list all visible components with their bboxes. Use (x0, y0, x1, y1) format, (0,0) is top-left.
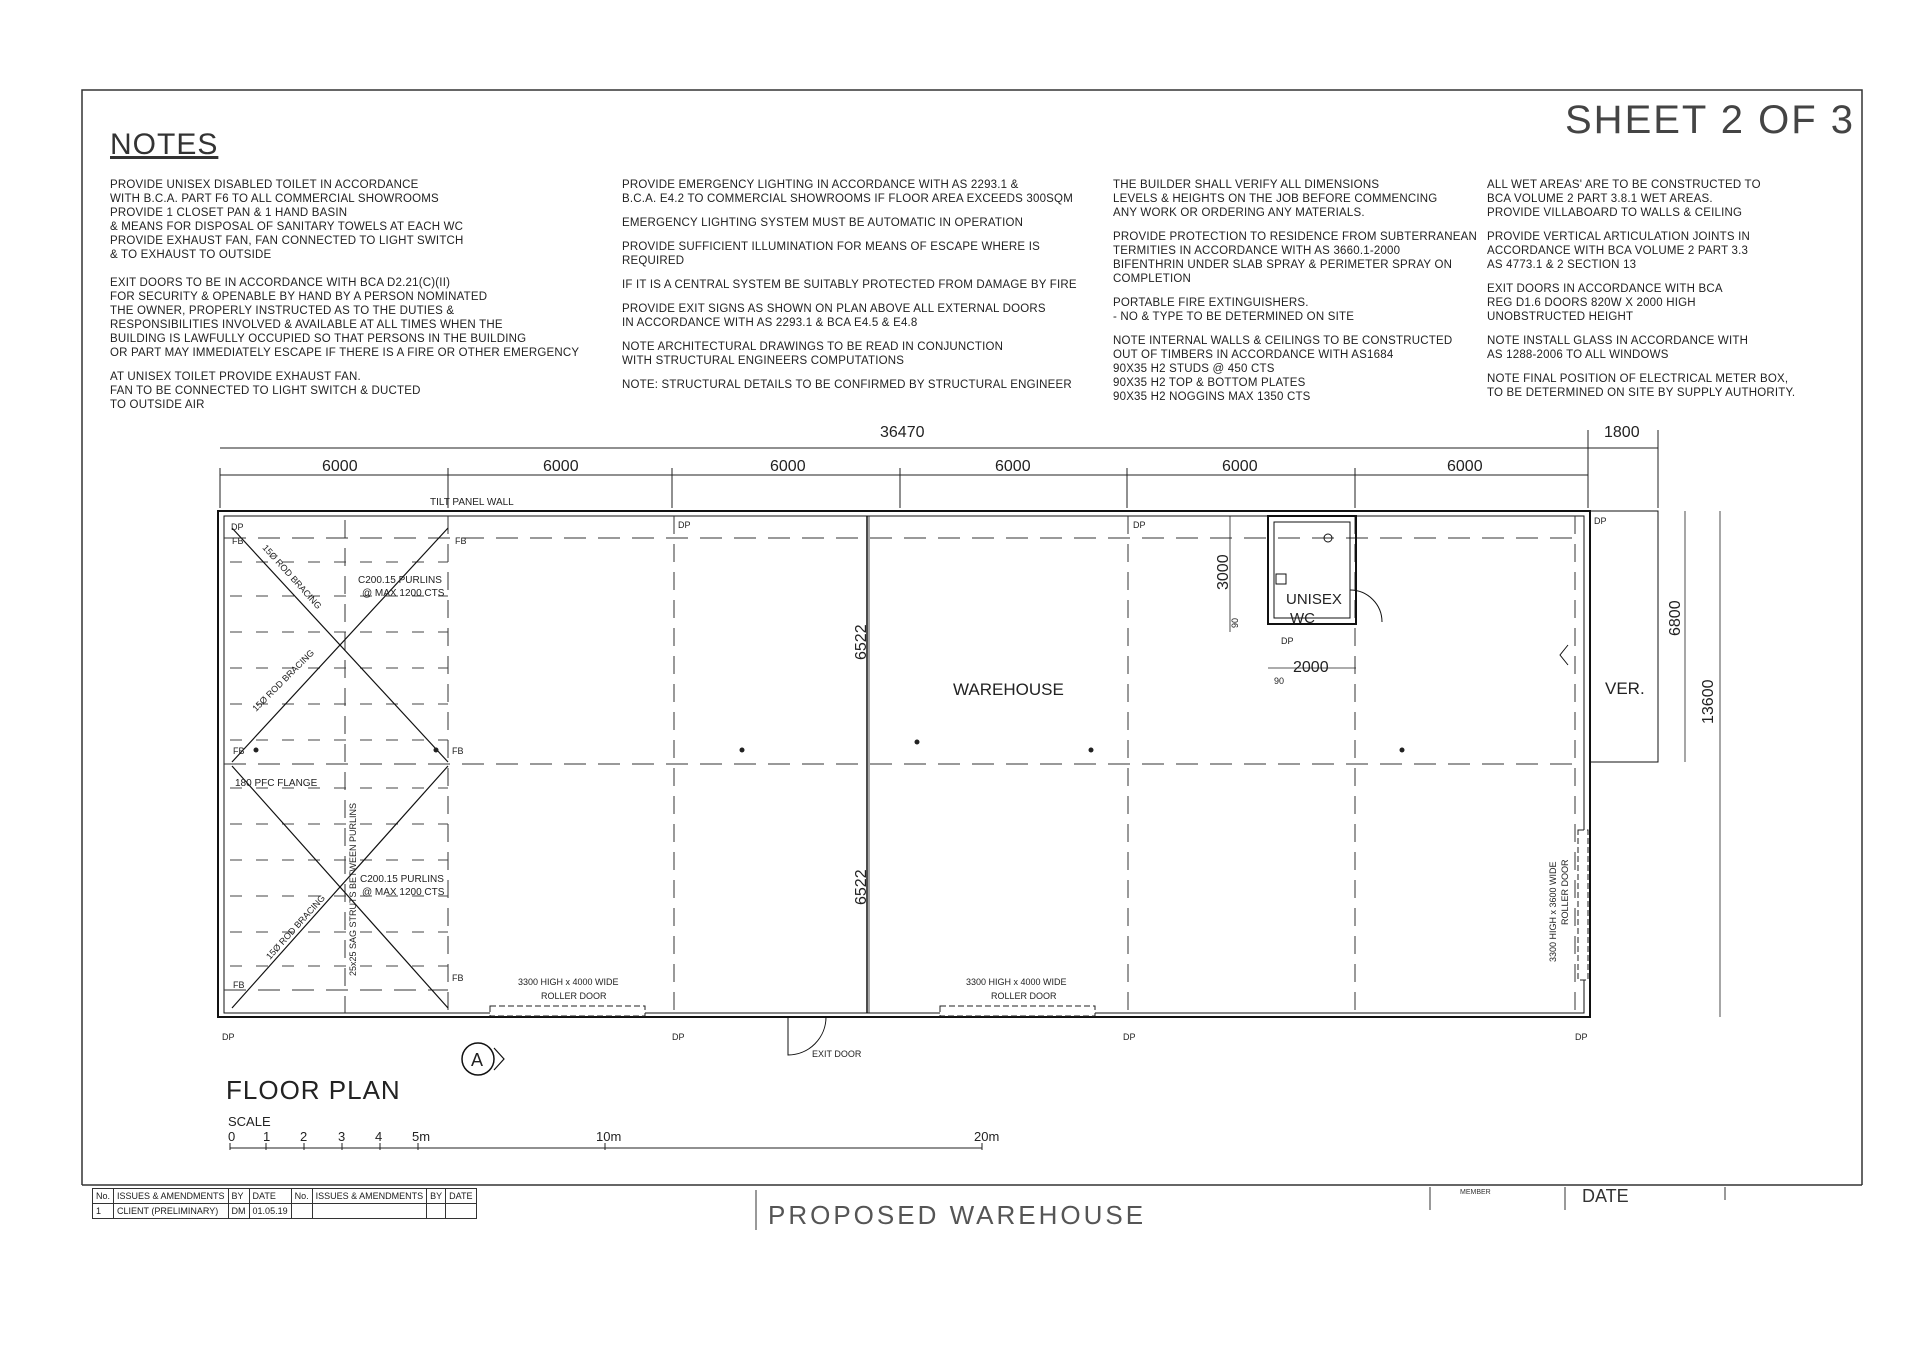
scale-label: SCALE (228, 1114, 271, 1129)
roller-door (490, 1006, 645, 1016)
bay-dimension: 6000 (770, 458, 806, 475)
wc-depth-dimension: 3000 (1215, 554, 1232, 590)
note: PROVIDE VERTICAL ARTICULATION JOINTS IN ACCORDANCE WITH BCA VOLUME 2 PART 3.3 AS 4773.1 & 2 SECTION 13 (1487, 231, 1750, 271)
fb-label: FB (233, 746, 245, 756)
roller-door (940, 1006, 1095, 1016)
purlins-spacing-label: @ MAX 1200 CTS (362, 588, 445, 599)
project-title: PROPOSED WAREHOUSE (768, 1200, 1147, 1230)
table-header: No. (291, 1189, 312, 1204)
bay-dimension: 6000 (1447, 458, 1483, 475)
dp-label: DP (1575, 1032, 1588, 1042)
wc-small-dimension: 90 (1274, 676, 1285, 686)
note: EXIT DOORS TO BE IN ACCORDANCE WITH BCA D2.21(C)(II) FOR SECURITY & OPENABLE BY HAND BY A PERSON NOMINATED THE OWNER, PROPERLY INSTRUCTED AS TO THE DUTIES & RESPONSIBILITIES INVOLVED & AVAILABLE AT ALL TIMES WHEN THE BUILDING IS LAWFULLY OCCUPIED SO THAT PERSONS IN THE BUILDING OR PART MAY IMMEDIATELY ESCAPE IF THERE IS A FIRE OR OTHER EMERGENCY (110, 277, 580, 359)
dp-label: DP (1123, 1032, 1136, 1042)
roller-door-size: 3300 HIGH x 4000 WIDE (518, 977, 619, 987)
table-cell (291, 1204, 312, 1219)
fb-label: FB (452, 746, 464, 756)
side-roller-door-size: 3300 HIGH x 3600 WIDE (1548, 861, 1558, 962)
wc-width-dimension: 2000 (1293, 659, 1329, 676)
note: EMERGENCY LIGHTING SYSTEM MUST BE AUTOMATIC IN OPERATION (622, 217, 1024, 229)
bay-height-dimension: 6522 (853, 624, 870, 660)
wc-basin (1276, 574, 1286, 584)
column-marker (254, 748, 259, 753)
roller-door (1578, 830, 1588, 980)
note: PROVIDE EMERGENCY LIGHTING IN ACCORDANCE WITH AS 2293.1 & B.C.A. E4.2 TO COMMERCIAL SHOWROOMS IF FLOOR AREA EXCEEDS 300SQM (622, 179, 1073, 205)
rod-bracing-label: 15Ø ROD BRACING (260, 542, 324, 612)
column-marker (434, 748, 439, 753)
rod-bracing-label: 15Ø ROD BRACING (264, 892, 328, 962)
side-roller-door-label: ROLLER DOOR (1560, 859, 1570, 925)
veranda-label: VER. (1605, 679, 1645, 698)
fb-label: FB (452, 973, 464, 983)
bay-dimension: 6000 (543, 458, 579, 475)
scale-tick-label: 1 (263, 1129, 271, 1144)
dp-label: DP (1594, 516, 1607, 526)
veranda-door (1560, 645, 1568, 665)
roller-door-label: ROLLER DOOR (991, 991, 1057, 1001)
overall-dimension: 36470 (880, 424, 925, 441)
wc-label-line2: WC (1290, 610, 1315, 627)
exit-door-label: EXIT DOOR (812, 1049, 862, 1059)
note: THE BUILDER SHALL VERIFY ALL DIMENSIONS LEVELS & HEIGHTS ON THE JOB BEFORE COMMENCING ANY WORK OR ORDERING ANY MATERIALS. (1113, 179, 1438, 219)
bay-dimension: 6000 (1222, 458, 1258, 475)
scale-tick-label: 20m (974, 1129, 1000, 1144)
dp-label: DP (678, 520, 691, 530)
column-marker (1400, 748, 1405, 753)
rod-bracing-label: 15Ø ROD BRACING (250, 647, 317, 714)
scale-tick-label: 3 (338, 1129, 346, 1144)
dp-label: DP (231, 522, 244, 532)
column-marker (915, 740, 920, 745)
notes-heading: NOTES (110, 128, 219, 161)
column-marker (740, 748, 745, 753)
section-label: A (471, 1050, 484, 1070)
veranda-height-dimension: 6800 (1667, 600, 1684, 636)
table-header: BY (427, 1189, 446, 1204)
note: NOTE ARCHITECTURAL DRAWINGS TO BE READ IN CONJUNCTION WITH STRUCTURAL ENGINEERS COMPUTATIONS (622, 341, 1004, 367)
veranda-outline (1590, 511, 1658, 762)
scale-tick-label: 0 (228, 1129, 236, 1144)
note: PROVIDE SUFFICIENT ILLUMINATION FOR MEANS OF ESCAPE WHERE IS REQUIRED (622, 241, 1040, 267)
table-cell (427, 1204, 446, 1219)
bay-dimension: 6000 (995, 458, 1031, 475)
note: NOTE FINAL POSITION OF ELECTRICAL METER BOX, TO BE DETERMINED ON SITE BY SUPPLY AUTHORITY. (1487, 373, 1796, 399)
table-header: ISSUES & AMENDMENTS (312, 1189, 427, 1204)
table-header: No. (93, 1189, 114, 1204)
wc-label-line1: UNISEX (1286, 591, 1342, 608)
sheet-number: SHEET 2 OF 3 (1565, 98, 1856, 142)
scale-tick-label: 10m (596, 1129, 622, 1144)
date-label: DATE (1582, 1186, 1629, 1206)
purlins-label: C200.15 PURLINS (358, 575, 442, 586)
roller-door-size: 3300 HIGH x 4000 WIDE (966, 977, 1067, 987)
bay-dimension: 6000 (322, 458, 358, 475)
scale-tick-label: 2 (300, 1129, 308, 1144)
section-arrow (494, 1048, 504, 1070)
table-row (93, 1204, 477, 1219)
warehouse-label: WAREHOUSE (953, 680, 1064, 699)
note: IF IT IS A CENTRAL SYSTEM BE SUITABLY PROTECTED FROM DAMAGE BY FIRE (622, 279, 1077, 291)
dp-label: DP (1133, 520, 1146, 530)
note: EXIT DOORS IN ACCORDANCE WITH BCA REG D1.6 DOORS 820W X 2000 HIGH UNOBSTRUCTED HEIGHT (1487, 283, 1723, 323)
table-header-row (93, 1189, 477, 1204)
table-cell: CLIENT (PRELIMINARY) (114, 1204, 229, 1219)
wc-small-dimension: 90 (1230, 617, 1240, 628)
sheet-border (82, 90, 1862, 1185)
table-cell (312, 1204, 427, 1219)
note: NOTE: STRUCTURAL DETAILS TO BE CONFIRMED BY STRUCTURAL ENGINEER (622, 379, 1072, 391)
fb-label: FB (232, 536, 244, 546)
dp-label: DP (222, 1032, 235, 1042)
tilt-panel-wall-label: TILT PANEL WALL (430, 497, 514, 508)
table-header: ISSUES & AMENDMENTS (114, 1189, 229, 1204)
note: PORTABLE FIRE EXTINGUISHERS. - NO & TYPE TO BE DETERMINED ON SITE (1113, 297, 1355, 323)
table-cell: DM (228, 1204, 249, 1219)
table-header: DATE (446, 1189, 476, 1204)
note: NOTE INTERNAL WALLS & CEILINGS TO BE CONSTRUCTED OUT OF TIMBERS IN ACCORDANCE WITH AS1684 90X35 H2 STUDS @ 450 CTS 90X35 H2 TOP & BOTTOM PLATES 90X35 H2 NOGGINS MAX 1350 CTS (1113, 335, 1453, 403)
veranda-dimension: 1800 (1604, 424, 1640, 441)
member-label: MEMBER (1460, 1189, 1491, 1196)
fb-label: FB (455, 536, 467, 546)
dp-label: DP (672, 1032, 685, 1042)
note: PROVIDE PROTECTION TO RESIDENCE FROM SUBTERRANEAN TERMITIES IN ACCORDANCE WITH AS 3660.1-2000 BIFENTHRIN UNDER SLAB SPRAY & PERIMETER SPRAY ON COMPLETION (1113, 231, 1478, 285)
table-cell (446, 1204, 476, 1219)
table-cell: 1 (93, 1204, 114, 1219)
bay-height-dimension: 6522 (853, 869, 870, 905)
floor-plan-title: FLOOR PLAN (226, 1075, 401, 1105)
sag-struts-label: 25x25 SAG STRUTS BETWEEN PURLINS (348, 802, 358, 976)
scale-tick-label: 5m (412, 1129, 431, 1144)
note: NOTE INSTALL GLASS IN ACCORDANCE WITH AS 1288-2006 TO ALL WINDOWS (1487, 335, 1749, 361)
purlins-label: C200.15 PURLINS (360, 874, 444, 885)
roller-door-label: ROLLER DOOR (541, 991, 607, 1001)
table-header: DATE (249, 1189, 291, 1204)
fb-label: FB (233, 980, 245, 990)
note: ALL WET AREAS' ARE TO BE CONSTRUCTED TO BCA VOLUME 2 PART 3.8.1 WET AREAS. PROVIDE VILLABOARD TO WALLS & CEILING (1487, 179, 1761, 219)
overall-height-dimension: 13600 (1700, 679, 1717, 724)
pfc-flange-label: 180 PFC FLANGE (235, 778, 318, 789)
note: AT UNISEX TOILET PROVIDE EXHAUST FAN. FAN TO BE CONNECTED TO LIGHT SWITCH & DUCTED TO OUTSIDE AIR (110, 371, 421, 411)
purlins-spacing-label: @ MAX 1200 CTS (362, 887, 445, 898)
note: PROVIDE UNISEX DISABLED TOILET IN ACCORDANCE WITH B.C.A. PART F6 TO ALL COMMERCIAL SHOWROOMS PROVIDE 1 CLOSET PAN & 1 HAND BASIN & MEANS FOR DISPOSAL OF SANITARY TOWELS AT EACH WC PROVIDE EXHAUST FAN, FAN CONNECTED TO LIGHT SWITCH & TO EXHAUST TO OUTSIDE (110, 179, 464, 261)
dp-label: DP (1281, 636, 1294, 646)
table-header: BY (228, 1189, 249, 1204)
note: PROVIDE EXIT SIGNS AS SHOWN ON PLAN ABOVE ALL EXTERNAL DOORS IN ACCORDANCE WITH AS 2293.1 & BCA E4.5 & E4.8 (622, 303, 1046, 329)
table-cell: 01.05.19 (249, 1204, 291, 1219)
scale-tick-label: 4 (375, 1129, 383, 1144)
amendments-table (92, 1188, 477, 1219)
column-marker (1089, 748, 1094, 753)
